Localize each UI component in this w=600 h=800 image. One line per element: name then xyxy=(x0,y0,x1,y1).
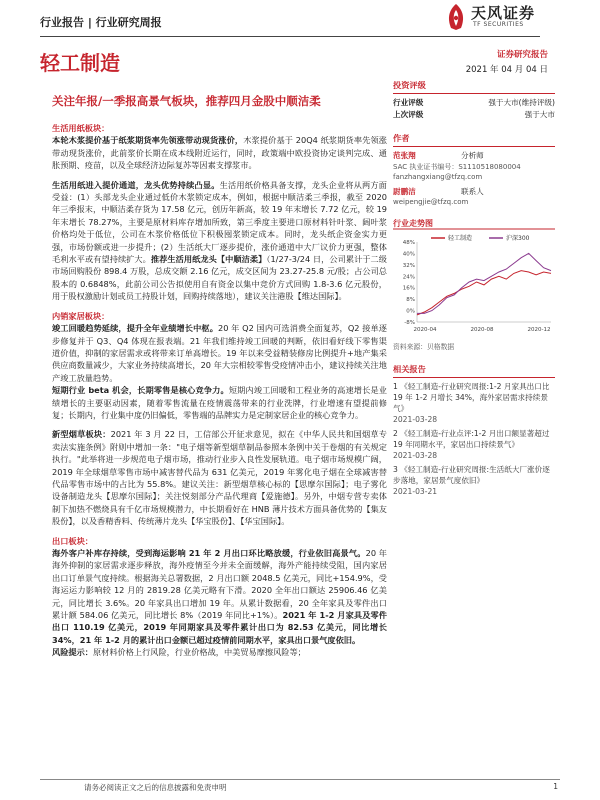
y-tick-label: 8% xyxy=(406,297,415,304)
related-item[interactable] xyxy=(393,428,555,461)
section-home-furnishing xyxy=(52,310,387,422)
header-divider xyxy=(40,36,540,37)
paragraph: 短期内竣工回暖和工程业务的高速增长是业绩增长的主要驱动因素，随着零售流量在疫情震荡带来的行业洗牌，行业增速有望提前修复；长期内，行业集中度仍旧偏低，零售端的品牌实力是定制家居企业的核心竞争力。 xyxy=(52,385,387,420)
recommendation: 推荐生活用纸龙头【中顺洁柔】 xyxy=(150,254,267,265)
bold-lead: 短期行业 beta 机会，长期零售是核心竞争力。 xyxy=(52,385,229,396)
main-content xyxy=(52,122,387,666)
section-title: 生活用纸板块： xyxy=(52,123,110,133)
author-block xyxy=(393,151,555,183)
paragraph: 20 年 Q2 国内可选消费全面复苏，Q2 接单逐步修复并于 Q3、Q4 体现在报表端。21 年我们维持竣工回暖的判断，依旧看好线下零售渠道价值，抑制的家居需求或将带来订单高增长。19 年以来受益精装修房比例提升+地产集采供应商数量减少，大家业务持续高增长，20 年大宗相较零售受疫情冲击小，建议持续关注地产竣工放量趋势。 xyxy=(52,323,387,383)
y-tick-label: 16% xyxy=(402,285,415,292)
paragraph: 20 年海外抑制的家居需求逐步释放，海外疫情至今并未全面缓解，海外产能持续受阻，国内家居出口订单景气度持续。根据海关总署数据，2 月出口额 2048.5 亿美元，同比+154.9%，受海运运力影响较 12 月的 2819.28 亿美元略有下滑。2020 全年出口额达 25906.46 亿美元，同比增长 3.6%。20 年家具出口增加 19 年。从累计数据看，20 全年家具及零件出口累计额 584.06 亿美元，同比增长 8%（2019 年同比+1%）。 xyxy=(52,548,387,621)
prev-rating-label: 上次评级 xyxy=(393,110,424,119)
y-tick-label: 32% xyxy=(402,262,415,269)
bold-lead: 海外客户补库存持续，受到海运影响 21 年 2 月出口环比略放缓，行业依旧高景气。 xyxy=(52,548,366,558)
report-type: 证券研究报告 xyxy=(496,50,548,60)
author-header: 作者 xyxy=(393,133,555,147)
author-role: 联系人 xyxy=(461,186,484,196)
author-cert: SAC 执业证书编号：S1110518080004 xyxy=(393,162,521,171)
legend-label: 轻工制造 xyxy=(448,235,473,242)
rating-label: 行业评级 xyxy=(393,98,424,107)
y-tick-label: 24% xyxy=(402,274,415,281)
related-title[interactable]: 1 《轻工制造-行业研究周报:1-2 月家具出口比 19 年 1-2 月增长 34%，海外家居需求持续景气》 xyxy=(393,382,550,413)
y-tick-label: 40% xyxy=(402,251,415,258)
related-header: 相关报告 xyxy=(393,364,555,378)
related-date: 2021-03-28 xyxy=(393,451,438,460)
section-tissue xyxy=(52,122,387,172)
section-new-tobacco xyxy=(52,428,387,527)
bold-conclusion: 2021 年 1-2 月家具及零件出口 110.19 亿美元，2019 年同期家具及零件累计出口为 82.53 亿美元，同比增长 34%，21 年 1-2 月的累计出口金额已超过疫情前同期水平，家具出口景气度依旧。 xyxy=(52,610,387,645)
paragraph: 木浆提价基于 20Q4 纸浆期货率先领涨带动现货涨价，此前浆价长期在成本线附近运行，同时，政策端中欧投资协定谈判完成、通胀预期、疫苗，以及全球经济边际复苏等因素支撑浆市。 xyxy=(52,135,387,171)
industry-trend-chart xyxy=(393,218,555,338)
y-tick-label: 48% xyxy=(402,240,415,246)
x-tick-label: 2020-04 xyxy=(413,327,437,333)
sidebar xyxy=(393,80,555,208)
y-tick-label: -8% xyxy=(404,320,415,326)
x-tick-label: 2020-12 xyxy=(527,327,551,333)
y-tick-label: 0% xyxy=(406,308,415,315)
author-name: 范张翔 xyxy=(393,151,416,160)
paragraph: 2021 年 3 月 22 日，工信部公开征求意见，拟在《中华人民共和国烟草专卖法实施条例》附则中增加一条："电子烟等新型烟草制品参照本条例中关于卷烟的有关规定执行。"此举将进一步规范电子烟市场，推动行业步入良性发展轨道。电子烟市场规模广阔，2019 年全球烟草零售市场中减害替代品为 631 亿美元，2019 年雾化电子烟在全球减害替代品零售市场中的占比为 55.8%。建议关注：新型烟草核心标的【思摩尔国际】；电子雾化设备制造龙头【思摩尔国际】；关注悦刻部分产品代理商【爱施德】。另外，中烟专营专卖体制下加热不燃烧具有千亿市场规模潜力，中长期看好在 HNB 薄片技术方面具备优势的【集友股份】，以及香精香料、传统薄片龙头【华宝股份】、【华宝国际】。 xyxy=(52,429,387,527)
x-tick-label: 2020-08 xyxy=(470,327,494,333)
author-block xyxy=(393,187,555,208)
section-title: 内销家居板块： xyxy=(52,310,110,321)
rating-value: 强于大市(维持评级) xyxy=(488,98,555,107)
paragraph: （1/27-3/24 日，公司累计于二级市场回购股份 898.4 万股，总成交额 2.16 亿元，成交区间为 23.27-25.8 元/股；占公司总股本的 0.6848%，此前公司公告拟使用自有资金以集中竞价方式回购 1.8-3.6 亿元股份，用于股权激励计划或员工持股计划，回购持续落地），建议关注港股【维达国际】。 xyxy=(52,254,387,302)
bold-lead: 生活用纸进入提价通道，龙头优势持续凸显。 xyxy=(52,179,220,190)
series-line-0 xyxy=(417,271,551,315)
paragraph-tissue-price xyxy=(52,179,387,303)
logo-english: TF SECURITIES xyxy=(473,21,524,28)
logo xyxy=(443,0,583,36)
series-line-1 xyxy=(417,253,551,313)
related-reports xyxy=(393,364,555,497)
legend-label: 沪深300 xyxy=(506,235,530,242)
logo-name: 天风证券 xyxy=(471,4,536,22)
prev-rating-row xyxy=(393,109,555,121)
report-date: 2021 年 04 月 04 日 xyxy=(465,65,548,75)
author-email[interactable]: fanzhangxiang@tfzq.com xyxy=(393,173,483,181)
author-name: 尉鹏洁 xyxy=(393,186,416,196)
author-email[interactable]: weipengjie@tfzq.com xyxy=(393,198,469,206)
footer-disclaimer: 请务必阅读正文之后的信息披露和免责申明 xyxy=(84,783,227,792)
risk-title: 风险提示： xyxy=(52,647,93,658)
chart-source: 资料来源：贝格数据 xyxy=(393,343,455,351)
bold-lead: 本轮木浆提价基于纸浆期货率先领涨带动现货涨价， xyxy=(52,135,244,146)
rating-row xyxy=(393,97,555,109)
related-title[interactable]: 3 《轻工制造-行业研究周报:生活纸大厂涨价逐步落地，家居景气度依旧》 xyxy=(393,465,550,485)
report-subtitle: 关注年报/一季报高景气板块，推荐四月金股中顺洁柔 xyxy=(52,94,321,108)
paragraph: 生活用纸价格具备支撑，龙头企业将从两方面受益：(1）头部龙头企业通过低价木浆锁定成本，例如，根据中顺洁柔三季报，截至 2020 年三季报末，中顺洁柔存货为 17.58 亿元，创历年新高，较 19 年末增长 7.72 亿元，较 19 年末增长 78.27%，主要是原材料库存增加所致，第三季度主要进口原材料针叶浆、阔叶浆价格均处于低位，公司在木浆价格低位下积极囤浆锁定成本。同时，龙头纸企资金实力更强，市场份额或进一步提升；(2）生活纸大厂逐步提价，涨价通道中大厂议价力更强，整体毛利水平或有望持续扩大。 xyxy=(52,179,387,265)
bold-lead: 竣工回暖趋势延续，提升全年业绩增长中枢。 xyxy=(52,323,219,334)
authors xyxy=(393,133,555,208)
related-date: 2021-03-28 xyxy=(393,415,438,424)
related-item[interactable] xyxy=(393,464,555,497)
footer-divider xyxy=(40,779,560,780)
logo-icon xyxy=(443,2,469,32)
section-export xyxy=(52,535,387,659)
page-number: 1 xyxy=(553,782,558,791)
author-role: 分析师 xyxy=(461,151,484,160)
section-title-inline: 新型烟草板块： xyxy=(52,429,111,440)
prev-rating-value: 强于大市 xyxy=(524,110,555,119)
related-date: 2021-03-21 xyxy=(393,487,438,496)
risk-text: 原材料价格上行风险，行业价格战，中美贸易摩擦风险等； xyxy=(92,647,306,658)
related-item[interactable] xyxy=(393,381,555,425)
related-title[interactable]: 2 《轻工制造-行业点评:1-2 月出口额显著超过 19 年同期水平，家居出口持续景气》 xyxy=(393,429,550,449)
report-category: 行业报告 | 行业研究周报 xyxy=(40,16,162,29)
chart-title: 行业走势图 xyxy=(393,219,433,228)
section-title: 出口板块： xyxy=(52,535,93,546)
page-title: 轻工制造 xyxy=(40,51,120,75)
rating-header: 投资评级 xyxy=(393,80,555,94)
